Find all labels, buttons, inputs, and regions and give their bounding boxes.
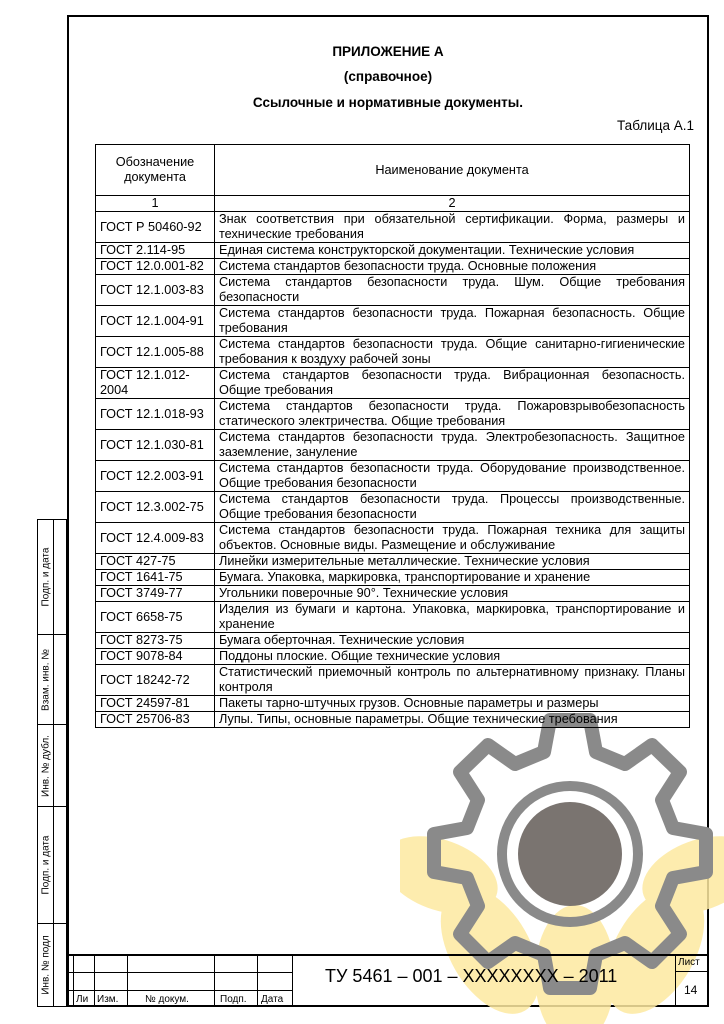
document-name: Система стандартов безопасности труда. Электробезопасность. Защитное заземление, зануление (215, 430, 690, 461)
document-name: Система стандартов безопасности труда. Вибрационная безопасность. Общие требования (215, 368, 690, 399)
sheet-number: 14 (684, 983, 698, 997)
logo-center (518, 802, 622, 906)
document-name: Система стандартов безопасности труда. Основные положения (215, 259, 690, 275)
table-row (96, 492, 690, 523)
table-row (96, 212, 690, 243)
document-name: Система стандартов безопасности труда. Пожарная безопасность. Общие требования (215, 306, 690, 337)
appendix-title: ПРИЛОЖЕНИЕ А (332, 44, 444, 59)
tb-label-change: Изм. (97, 994, 119, 1005)
col1-header: Обозначение документа (96, 145, 215, 196)
side-cell-original-inv (38, 924, 66, 1006)
table-row (96, 461, 690, 492)
tb-label-signature: Подп. (220, 994, 247, 1005)
table-row (96, 275, 690, 306)
table-row (96, 523, 690, 554)
document-code: ГОСТ 12.1.012-2004 (96, 368, 215, 399)
table-row (96, 633, 690, 649)
table-row (96, 665, 690, 696)
tb-line (675, 956, 676, 1007)
document-code: ГОСТ 12.1.003-83 (96, 275, 215, 306)
side-label: Взам. инв. № (40, 648, 52, 711)
table-row (96, 696, 690, 712)
document-code: ГОСТ 9078-84 (96, 649, 215, 665)
document-code: ГОСТ 6658-75 (96, 602, 215, 633)
side-stamp (37, 519, 67, 1007)
document-name: Система стандартов безопасности труда. Процессы производственные. Общие требования безопасности (215, 492, 690, 523)
col1-number: 1 (96, 196, 215, 212)
col2-number: 2 (215, 196, 690, 212)
appendix-subtitle: (справочное) (343, 69, 433, 84)
document-code: ГОСТ 12.0.001-82 (96, 259, 215, 275)
col2-header: Наименование документа (215, 145, 690, 196)
reference-documents-table (95, 144, 690, 728)
document-code: ГОСТ 12.3.002-75 (96, 492, 215, 523)
document-code: ГОСТ Р 50460-92 (96, 212, 215, 243)
document-code: ГОСТ 12.2.003-91 (96, 461, 215, 492)
document-code: ГОСТ 3749-77 (96, 586, 215, 602)
document-code: ГОСТ 1641-75 (96, 570, 215, 586)
column-number-row (96, 196, 690, 212)
document-code: ГОСТ 12.1.005-88 (96, 337, 215, 368)
document-name: Пакеты тарно-штучных грузов. Основные параметры и размеры (215, 696, 690, 712)
tb-line (73, 956, 74, 1007)
document-code: ГОСТ 12.4.009-83 (96, 523, 215, 554)
document-name: Линейки измерительные металлические. Технические условия (215, 554, 690, 570)
appendix-heading: Ссылочные и нормативные документы. (252, 95, 524, 110)
document-name: Единая система конструкторской документации. Технические условия (215, 243, 690, 259)
tb-line (214, 956, 215, 1007)
document-name: Поддоны плоские. Общие технические условия (215, 649, 690, 665)
document-name: Изделия из бумаги и картона. Упаковка, маркировка, транспортирование и хранение (215, 602, 690, 633)
document-code: ГОСТ 12.1.018-93 (96, 399, 215, 430)
table-row (96, 306, 690, 337)
document-name: Бумага. Упаковка, маркировка, транспортирование и хранение (215, 570, 690, 586)
tb-line (675, 971, 707, 972)
tb-label-doc-number: № докум. (145, 994, 189, 1005)
table-header-row (96, 145, 690, 196)
table-row (96, 712, 690, 728)
document-name: Система стандартов безопасности труда. Шум. Общие требования безопасности (215, 275, 690, 306)
document-designation: ТУ 5461 – 001 – ХХХХХХХХ – 2011 (325, 966, 618, 986)
document-code: ГОСТ 24597-81 (96, 696, 215, 712)
document-code: ГОСТ 18242-72 (96, 665, 215, 696)
tb-line (67, 990, 292, 991)
side-label: Подп. и дата (40, 547, 52, 607)
side-cell-replace-inv (38, 635, 66, 725)
table-row (96, 259, 690, 275)
side-cell-signature-date-2 (38, 807, 66, 924)
tb-label-li: Ли (76, 994, 89, 1005)
tb-line (94, 956, 95, 1007)
table-row (96, 430, 690, 461)
document-name: Лупы. Типы, основные параметры. Общие технические требования (215, 712, 690, 728)
side-label: Инв. № дубл. (40, 734, 52, 797)
sheet-label: Лист (678, 957, 700, 968)
document-name: Статистический приемочный контроль по альтернативному признаку. Планы контроля (215, 665, 690, 696)
tb-line (67, 972, 292, 973)
document-code: ГОСТ 8273-75 (96, 633, 215, 649)
document-code: ГОСТ 25706-83 (96, 712, 215, 728)
table-row (96, 368, 690, 399)
table-row (96, 602, 690, 633)
table-body (96, 212, 690, 728)
tb-label-date: Дата (261, 994, 284, 1005)
document-name: Система стандартов безопасности труда. Оборудование производственное. Общие требования безопасности (215, 461, 690, 492)
document-name: Система стандартов безопасности труда. Пожарная техника для защиты объектов. Основные виды. Размещение и обслуживание (215, 523, 690, 554)
table-row (96, 649, 690, 665)
side-label: Инв. № подл (40, 935, 52, 995)
document-name: Бумага оберточная. Технические условия (215, 633, 690, 649)
document-name: Угольники поверочные 90°. Технические условия (215, 586, 690, 602)
side-cell-dup-inv (38, 725, 66, 807)
document-code: ГОСТ 427-75 (96, 554, 215, 570)
tb-line (292, 956, 293, 1007)
table-row (96, 399, 690, 430)
table-row (96, 243, 690, 259)
tb-line (127, 956, 128, 1007)
document-name: Знак соответствия при обязательной сертификации. Форма, размеры и технические требования (215, 212, 690, 243)
side-cell-signature-date-1 (38, 520, 66, 635)
table-row (96, 337, 690, 368)
document-name: Система стандартов безопасности труда. Пожаровзрывобезопасность статического электричества. Общие требования (215, 399, 690, 430)
document-code: ГОСТ 2.114-95 (96, 243, 215, 259)
table-row (96, 554, 690, 570)
table-row (96, 586, 690, 602)
document-code: ГОСТ 12.1.004-91 (96, 306, 215, 337)
side-label: Подп. и дата (40, 835, 52, 895)
document-name: Система стандартов безопасности труда. Общие санитарно-гигиенические требования к воздуху рабочей зоны (215, 337, 690, 368)
document-code: ГОСТ 12.1.030-81 (96, 430, 215, 461)
table-row (96, 570, 690, 586)
tb-line (257, 956, 258, 1007)
table-caption: Таблица А.1 (617, 118, 694, 133)
